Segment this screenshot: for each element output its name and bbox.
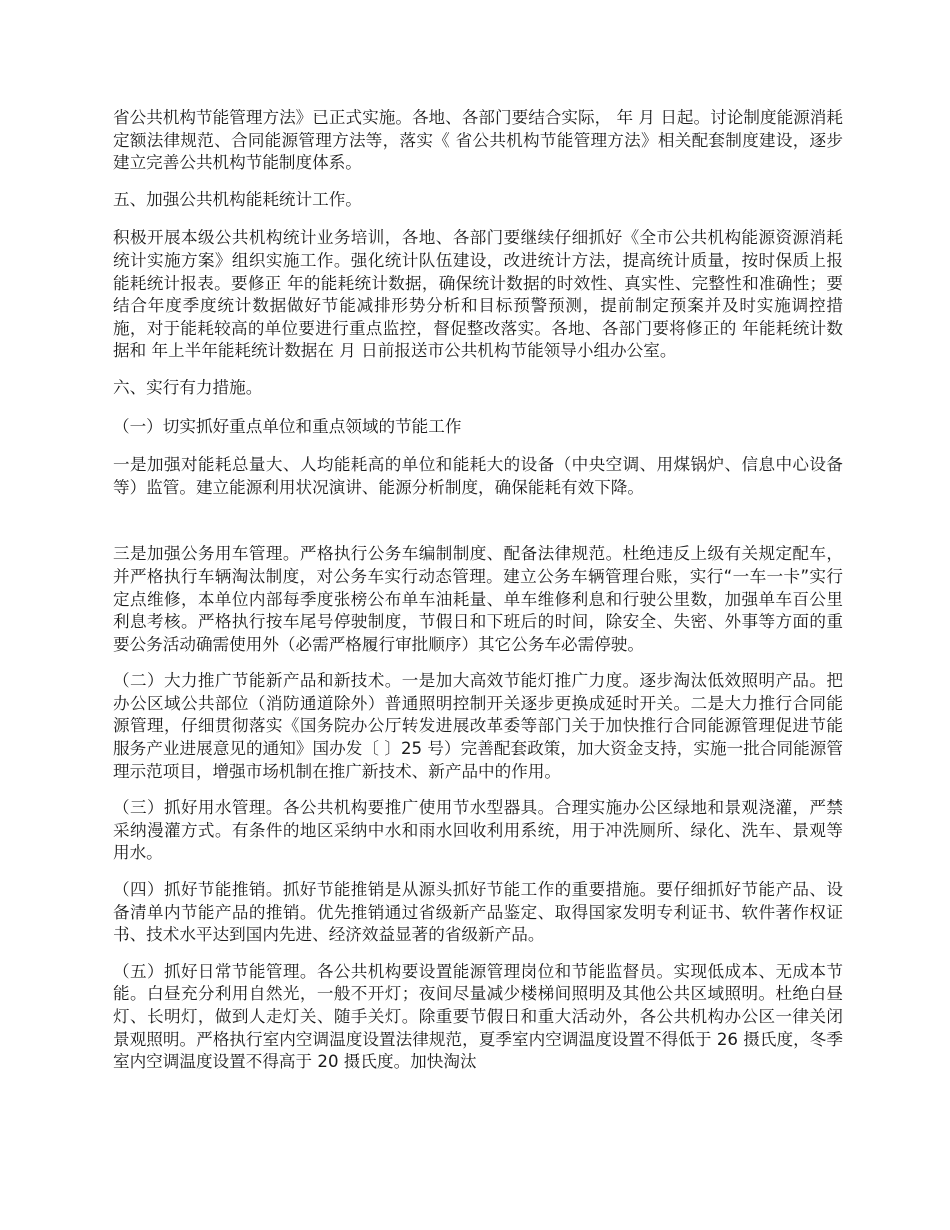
document-body <box>113 107 843 1088</box>
paragraph-key-units: 一是加强对能耗总量大、人均能耗高的单位和能耗大的设备（中央空调、用煤锅炉、信息中心设备等）监管。建立能源利用状况演讲、能源分析制度，确保能耗有效下降。 <box>113 455 843 497</box>
paragraph-procurement: （四）抓好节能推销。抓好节能推销是从源头抓好节能工作的重要措施。要仔细抓好节能产品、设备清单内节能产品的推销。优先推销通过省级新产品鉴定、取得国家发明专利证书、软件著作权证书、技术水平达到国内先进、经济效益显著的省级新产品。 <box>113 880 843 945</box>
paragraph-intro: 省公共机构节能管理方法》已正式实施。各地、各部门要结合实际， 年 月 日起。讨论制度能源消耗定额法律规范、合同能源管理方法等，落实《 省公共机构节能管理方法》相关配套制度建设，逐步建立完善公共机构节能制度体系。 <box>113 108 843 173</box>
section-heading-6: 六、实行有力措施。 <box>113 377 263 397</box>
section-heading-5: 五、加强公共机构能耗统计工作。 <box>113 189 362 209</box>
paragraph-water: （三）抓好用水管理。各公共机构要推广使用节水型器具。合理实施办公区绿地和景观浇灌，严禁采纳漫灌方式。有条件的地区采纳中水和雨水回收利用系统，用于冲洗厕所、绿化、洗车、景观等用水。 <box>113 798 843 863</box>
paragraph-daily-management: （五）抓好日常节能管理。各公共机构要设置能源管理岗位和节能监督员。实现低成本、无成本节能。白昼充分利用自然光，一般不开灯；夜间尽量减少楼梯间照明及其他公共区域照明。杜绝白昼灯、长明灯，做到人走灯关、随手关灯。除重要节假日和重大活动外，各公共机构办公区一律关闭景观照明。严格执行室内空调温度设置法律规范，夏季室内空调温度设置不得低于 26 摄氏度，冬季室内空调温度设置不得高于 20 摄氏度。加快淘汰 <box>113 961 843 1072</box>
paragraph-new-products: （二）大力推广节能新产品和新技术。一是加大高效节能灯推广力度。逐步淘汰低效照明产品。把办公区域公共部位（消防通道除外）普通照明控制开关逐步更换成延时开关。二是大力推行合同能源管理，仔细贯彻落实《国务院办公厅转发进展改革委等部门关于加快推行合同能源管理促进节能服务产业进展意见的通知》国办发〔 〕25 号）完善配套政策，加大资金支持，实施一批合同能源管理示范项目，增强市场机制在推广新技术、新产品中的作用。 <box>113 671 843 781</box>
subsection-heading-1: （一）切实抓好重点单位和重点领域的节能工作 <box>113 416 462 436</box>
paragraph-statistics: 积极开展本级公共机构统计业务培训，各地、各部门要继续仔细抓好《全市公共机构能源资源消耗统计实施方案》组织实施工作。强化统计队伍建设，改进统计方法，提高统计质量，按时保质上报能耗统计报表。要修正 年的能耗统计数据，确保统计数据的时效性、真实性、完整性和准确性；要结合年度季度统计数据做好节能减排形势分析和目标预警预测，提前制定预案并及时实施调控措施，对于能耗较高的单位要进行重点监控，督促整改落实。各地、各部门要将修正的 年能耗统计数据和 年上半年能耗统计数据在 月 日前报送市公共机构节能领导小组办公室。 <box>113 228 843 361</box>
paragraph-vehicles: 三是加强公务用车管理。严格执行公务车编制制度、配备法律规范。杜绝违反上级有关规定配车，并严格执行车辆淘汰制度，对公务车实行动态管理。建立公务车辆管理台账，实行“一车一卡”实行定点维修，本单位内部每季度张榜公布单车油耗量、单车维修利息和行驶公里数，加强单车百公里利息考核。严格执行按车尾号停驶制度，节假日和下班后的时间，除安全、失密、外事等方面的重要公务活动确需使用外（必需严格履行审批顺序）其它公务车必需停驶。 <box>113 544 843 654</box>
blank-gap <box>113 513 843 543</box>
